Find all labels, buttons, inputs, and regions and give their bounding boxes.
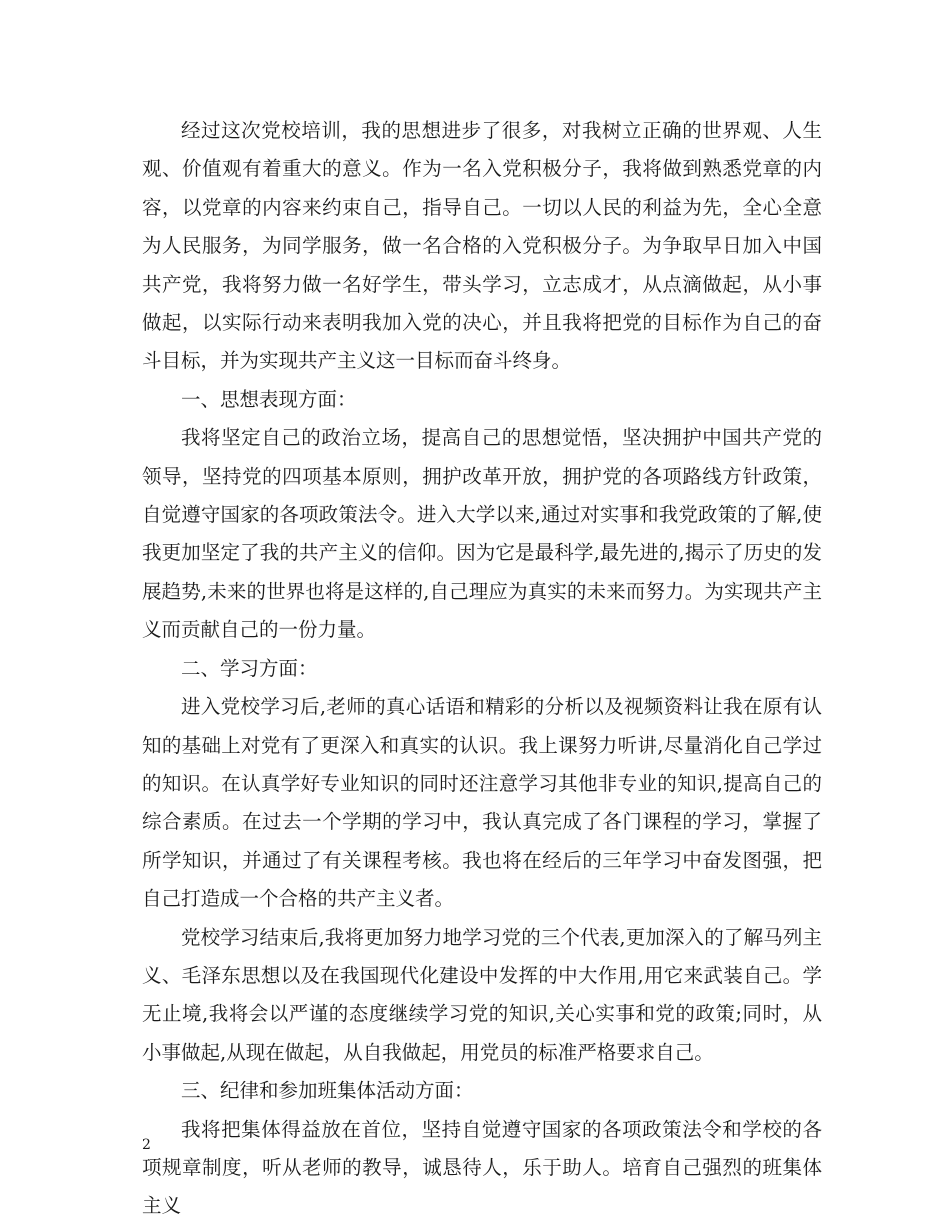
document-body (142, 112, 822, 1226)
paragraph-intro: 经过这次党校培训，我的思想进步了很多，对我树立正确的世界观、人生观、价值观有着重大的意义。作为一名入党积极分子，我将做到熟悉党章的内容，以党章的内容来约束自己，指导自己。一切以人民的利益为先，全心全意为人民服务，为同学服务，做一名合格的入党积极分子。为争取早日加入中国共产党，我将努力做一名好学生，带头学习，立志成才，从点滴做起，从小事做起，以实际行动来表明我加入党的决心，并且我将把党的目标作为自己的奋斗目标，并为实现共产主义这一目标而奋斗终身。 (142, 119, 822, 373)
section-heading-discipline: 三、纪律和参加班集体活动方面： (181, 1079, 474, 1103)
section-heading-study: 二、学习方面： (181, 656, 318, 680)
section-heading-thought: 一、思想表现方面： (181, 387, 357, 411)
page-number: 2 (142, 1137, 151, 1153)
paragraph-study-1: 进入党校学习后,老师的真心话语和精彩的分析以及视频资料让我在原有认知的基础上对党有了更深入和真实的认识。我上课努力听讲,尽量消化自己学过的知识。在认真学好专业知识的同时还注意学习其他非专业的知识,提高自己的综合素质。在过去一个学期的学习中，我认真完成了各门课程的学习，掌握了所学知识，并通过了有关课程考核。我也将在经后的三年学习中奋发图强，把自己打造成一个合格的共产主义者。 (142, 695, 822, 911)
paragraph-study-2: 党校学习结束后,我将更加努力地学习党的三个代表,更加深入的了解马列主义、毛泽东思想以及在我国现代化建设中发挥的中大作用,用它来武装自己。学无止境,我将会以严谨的态度继续学习党的知识,关心实事和党的政策;同时，从小事做起,从现在做起，从自我做起，用党员的标准严格要求自己。 (142, 925, 822, 1064)
paragraph-thought: 我将坚定自己的政治立场，提高自己的思想觉悟，坚决拥护中国共产党的领导，坚持党的四项基本原则，拥护改革开放，拥护党的各项路线方针政策，自觉遵守国家的各项政策法令。进入大学以来,通过对实事和我党政策的了解,使我更加坚定了我的共产主义的信仰。因为它是最科学,最先进的,揭示了历史的发展趋势,未来的世界也将是这样的,自己理应为真实的未来而努力。为实现共产主义而贡献自己的一份力量。 (142, 426, 822, 642)
paragraph-discipline: 我将把集体得益放在首位，坚持自觉遵守国家的各项政策法令和学校的各项规章制度，听从老师的教导，诚恳待人，乐于助人。培育自己强烈的班集体主义 (142, 1117, 822, 1218)
